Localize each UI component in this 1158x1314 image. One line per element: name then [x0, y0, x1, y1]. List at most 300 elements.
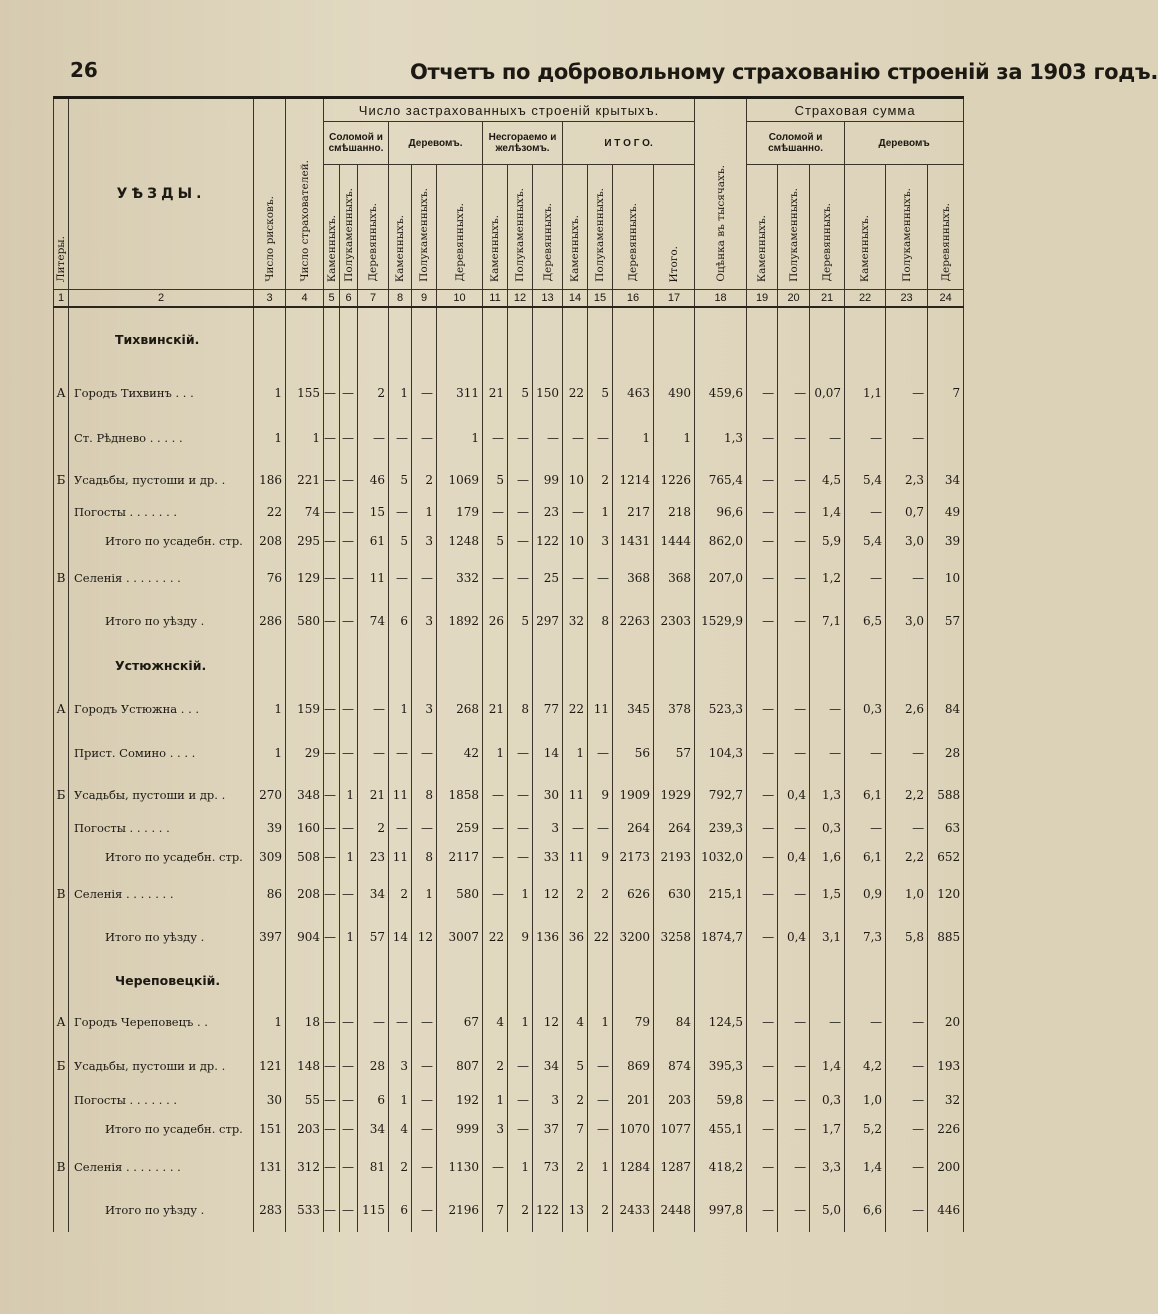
data-cell: —: [483, 558, 508, 598]
data-cell: [324, 960, 340, 1000]
data-cell: 1858: [437, 774, 483, 816]
data-cell: —: [747, 914, 778, 960]
data-cell: 1: [254, 686, 286, 732]
data-cell: —: [389, 1000, 412, 1044]
data-cell: [654, 644, 695, 686]
data-cell: —: [324, 370, 340, 416]
column-number: 24: [928, 290, 964, 308]
data-cell: [845, 960, 886, 1000]
data-cell: 6,1: [845, 840, 886, 874]
data-cell: 807: [437, 1044, 483, 1088]
litera-cell: Б: [54, 1044, 69, 1088]
header-ocenka: Оцѣнка въ тысячахъ.: [695, 98, 747, 290]
data-cell: 4: [389, 1112, 412, 1146]
data-cell: —: [747, 686, 778, 732]
data-cell: 99: [533, 460, 563, 500]
data-cell: [508, 960, 533, 1000]
data-cell: —: [778, 558, 810, 598]
data-cell: 459,6: [695, 370, 747, 416]
litera-cell: В: [54, 874, 69, 914]
data-cell: —: [747, 1188, 778, 1232]
data-cell: 10: [563, 524, 588, 558]
data-cell: 1032,0: [695, 840, 747, 874]
data-cell: 208: [254, 524, 286, 558]
data-cell: 1: [254, 732, 286, 774]
column-number: 9: [412, 290, 437, 308]
data-cell: [928, 960, 964, 1000]
column-number: 1: [54, 290, 69, 308]
data-cell: 490: [654, 370, 695, 416]
data-cell: —: [324, 732, 340, 774]
data-cell: 1: [654, 416, 695, 460]
data-cell: 1214: [613, 460, 654, 500]
litera-cell: [54, 644, 69, 686]
data-cell: 1: [508, 1000, 533, 1044]
data-cell: 5: [508, 598, 533, 644]
insurance-table: [53, 96, 964, 1232]
data-cell: 1: [254, 370, 286, 416]
data-cell: 56: [613, 732, 654, 774]
data-cell: 1,4: [845, 1146, 886, 1188]
data-cell: —: [588, 558, 613, 598]
data-cell: 1070: [613, 1112, 654, 1146]
data-cell: —: [747, 874, 778, 914]
data-cell: [810, 307, 845, 370]
data-cell: [324, 307, 340, 370]
data-cell: [563, 644, 588, 686]
data-cell: 0,4: [778, 914, 810, 960]
data-cell: 3: [389, 1044, 412, 1088]
data-cell: 5,2: [845, 1112, 886, 1146]
data-cell: —: [324, 686, 340, 732]
data-cell: [483, 960, 508, 1000]
data-cell: 57: [928, 598, 964, 644]
column-numbers-row: [54, 290, 964, 308]
litera-cell: [54, 840, 69, 874]
header-polu-1: Полукаменныхъ.: [340, 165, 358, 290]
data-cell: 11: [588, 686, 613, 732]
data-cell: 283: [254, 1188, 286, 1232]
table-row: [54, 598, 964, 644]
data-cell: 5,4: [845, 460, 886, 500]
data-cell: —: [588, 816, 613, 840]
data-cell: —: [412, 1188, 437, 1232]
data-cell: —: [886, 370, 928, 416]
data-cell: —: [747, 416, 778, 460]
data-cell: 39: [254, 816, 286, 840]
table-row: [54, 558, 964, 598]
table-row: [54, 732, 964, 774]
data-cell: —: [340, 558, 358, 598]
data-cell: 20: [928, 1000, 964, 1044]
data-cell: —: [324, 816, 340, 840]
data-cell: 309: [254, 840, 286, 874]
litera-cell: А: [54, 1000, 69, 1044]
section-row: [54, 307, 964, 370]
data-cell: 2: [389, 1146, 412, 1188]
data-cell: 862,0: [695, 524, 747, 558]
row-name: Городъ Тихвинъ . . .: [69, 370, 254, 416]
data-cell: 2: [358, 370, 389, 416]
header-chislo-riskov: Число рисковъ.: [254, 98, 286, 290]
data-cell: 5,9: [810, 524, 845, 558]
data-cell: —: [483, 840, 508, 874]
data-cell: 73: [533, 1146, 563, 1188]
data-cell: [389, 644, 412, 686]
data-cell: 42: [437, 732, 483, 774]
data-cell: 3,0: [886, 524, 928, 558]
data-cell: —: [412, 1088, 437, 1112]
data-cell: —: [533, 416, 563, 460]
data-cell: 6,6: [845, 1188, 886, 1232]
data-cell: 0,3: [845, 686, 886, 732]
data-cell: 21: [483, 370, 508, 416]
data-cell: —: [747, 370, 778, 416]
header-polu-4: Полукаменныхъ.: [588, 165, 613, 290]
data-cell: —: [588, 732, 613, 774]
data-cell: 63: [928, 816, 964, 840]
data-cell: 5,4: [845, 524, 886, 558]
data-cell: —: [747, 732, 778, 774]
data-cell: —: [845, 816, 886, 840]
data-cell: —: [483, 1146, 508, 1188]
data-cell: 32: [563, 598, 588, 644]
header-der-3: Деревянныхъ.: [533, 165, 563, 290]
column-number: 7: [358, 290, 389, 308]
data-cell: 7: [563, 1112, 588, 1146]
data-cell: 7,1: [810, 598, 845, 644]
data-cell: 1,1: [845, 370, 886, 416]
data-cell: —: [778, 732, 810, 774]
data-cell: 6,5: [845, 598, 886, 644]
header-solomoi-summa: Соломой и смѣшанно.: [747, 122, 845, 165]
data-cell: —: [483, 500, 508, 524]
data-cell: 37: [533, 1112, 563, 1146]
data-cell: 5,8: [886, 914, 928, 960]
data-cell: 115: [358, 1188, 389, 1232]
table-row: [54, 1146, 964, 1188]
header-nesgoraemo: Несгораемо и желѣзомъ.: [483, 122, 563, 165]
litera-cell: [54, 732, 69, 774]
data-cell: 23: [533, 500, 563, 524]
data-cell: —: [389, 732, 412, 774]
data-cell: 1284: [613, 1146, 654, 1188]
data-cell: —: [886, 1044, 928, 1088]
data-cell: —: [340, 524, 358, 558]
table-body: [54, 307, 964, 1232]
data-cell: 1: [588, 1146, 613, 1188]
data-cell: 10: [563, 460, 588, 500]
data-cell: —: [563, 416, 588, 460]
data-cell: 8: [412, 774, 437, 816]
row-name: Итого по усадебн. стр.: [69, 1112, 254, 1146]
row-name: Итого по уѣзду .: [69, 1188, 254, 1232]
data-cell: 1: [254, 1000, 286, 1044]
data-cell: —: [412, 1146, 437, 1188]
data-cell: 397: [254, 914, 286, 960]
header-derevom: Деревомъ.: [389, 122, 483, 165]
data-cell: [412, 644, 437, 686]
section-row: [54, 644, 964, 686]
data-cell: 997,8: [695, 1188, 747, 1232]
data-cell: [533, 307, 563, 370]
data-cell: 21: [483, 686, 508, 732]
data-cell: 129: [286, 558, 324, 598]
data-cell: 215,1: [695, 874, 747, 914]
data-cell: 84: [928, 686, 964, 732]
data-cell: 79: [613, 1000, 654, 1044]
column-number: 12: [508, 290, 533, 308]
data-cell: 5: [389, 524, 412, 558]
data-cell: 1226: [654, 460, 695, 500]
data-cell: 61: [358, 524, 389, 558]
data-cell: —: [778, 1112, 810, 1146]
data-cell: 1: [389, 686, 412, 732]
data-cell: 1: [412, 500, 437, 524]
data-cell: —: [340, 370, 358, 416]
data-cell: 159: [286, 686, 324, 732]
data-cell: 2: [563, 1088, 588, 1112]
data-cell: 418,2: [695, 1146, 747, 1188]
column-number: 17: [654, 290, 695, 308]
data-cell: —: [340, 732, 358, 774]
table-row: [54, 460, 964, 500]
data-cell: 2: [588, 874, 613, 914]
litera-cell: [54, 416, 69, 460]
data-cell: [563, 307, 588, 370]
data-cell: [845, 644, 886, 686]
data-cell: —: [358, 686, 389, 732]
data-cell: 1874,7: [695, 914, 747, 960]
litera-cell: [54, 1112, 69, 1146]
data-cell: 1: [412, 874, 437, 914]
row-name: Селенія . . . . . . . .: [69, 558, 254, 598]
data-cell: —: [483, 816, 508, 840]
data-cell: 1248: [437, 524, 483, 558]
data-cell: —: [778, 1044, 810, 1088]
row-name: Усадьбы, пустоши и др. .: [69, 460, 254, 500]
data-cell: 1: [483, 1088, 508, 1112]
data-cell: —: [747, 500, 778, 524]
data-cell: —: [508, 416, 533, 460]
data-cell: —: [358, 416, 389, 460]
data-cell: —: [324, 1146, 340, 1188]
row-name: Усадьбы, пустоши и др. .: [69, 774, 254, 816]
data-cell: [340, 960, 358, 1000]
header-polu-3: Полукаменныхъ.: [508, 165, 533, 290]
litera-cell: [54, 500, 69, 524]
data-cell: 6: [389, 1188, 412, 1232]
header-itogo-col: Итого.: [654, 165, 695, 290]
data-cell: —: [483, 874, 508, 914]
data-cell: 7: [483, 1188, 508, 1232]
row-name: Усадьбы, пустоши и др. .: [69, 1044, 254, 1088]
data-cell: —: [412, 558, 437, 598]
table-row: [54, 524, 964, 558]
data-cell: [508, 644, 533, 686]
data-cell: 13: [563, 1188, 588, 1232]
data-cell: —: [389, 416, 412, 460]
data-cell: 8: [412, 840, 437, 874]
column-number: 8: [389, 290, 412, 308]
data-cell: 3: [533, 1088, 563, 1112]
data-cell: 1: [563, 732, 588, 774]
data-cell: [695, 307, 747, 370]
data-cell: 1,4: [810, 500, 845, 524]
data-cell: [695, 960, 747, 1000]
data-cell: 3,0: [886, 598, 928, 644]
data-cell: —: [845, 1000, 886, 1044]
data-cell: 5: [588, 370, 613, 416]
litera-cell: [54, 914, 69, 960]
column-number: 2: [69, 290, 254, 308]
data-cell: [358, 644, 389, 686]
litera-cell: [54, 816, 69, 840]
data-cell: 2196: [437, 1188, 483, 1232]
data-cell: —: [747, 558, 778, 598]
data-cell: —: [324, 874, 340, 914]
data-cell: 2,6: [886, 686, 928, 732]
data-cell: 193: [928, 1044, 964, 1088]
data-cell: 218: [654, 500, 695, 524]
data-cell: —: [747, 598, 778, 644]
data-cell: [778, 644, 810, 686]
data-cell: 1909: [613, 774, 654, 816]
data-cell: 1130: [437, 1146, 483, 1188]
data-cell: [747, 307, 778, 370]
litera-cell: А: [54, 370, 69, 416]
data-cell: 2: [588, 1188, 613, 1232]
data-cell: [810, 644, 845, 686]
data-cell: [928, 307, 964, 370]
data-cell: 1,7: [810, 1112, 845, 1146]
data-cell: 2448: [654, 1188, 695, 1232]
header-uezdy: УѢЗДЫ.: [69, 98, 254, 290]
data-cell: 11: [389, 840, 412, 874]
data-cell: —: [324, 1044, 340, 1088]
data-cell: 1431: [613, 524, 654, 558]
data-cell: 104,3: [695, 732, 747, 774]
data-cell: 22: [483, 914, 508, 960]
data-cell: [886, 644, 928, 686]
column-number: 22: [845, 290, 886, 308]
data-cell: 221: [286, 460, 324, 500]
data-cell: —: [389, 816, 412, 840]
data-cell: [483, 307, 508, 370]
table-row: [54, 1000, 964, 1044]
header-solomoi: Соломой и смѣшанно.: [324, 122, 389, 165]
data-cell: 67: [437, 1000, 483, 1044]
data-cell: —: [778, 1000, 810, 1044]
data-cell: 765,4: [695, 460, 747, 500]
row-name: Итого по уѣзду .: [69, 914, 254, 960]
data-cell: 286: [254, 598, 286, 644]
data-cell: —: [778, 370, 810, 416]
data-cell: 1: [508, 874, 533, 914]
data-cell: 1,2: [810, 558, 845, 598]
data-cell: —: [324, 460, 340, 500]
data-cell: —: [340, 1112, 358, 1146]
data-cell: 0,3: [810, 1088, 845, 1112]
data-cell: —: [747, 1146, 778, 1188]
data-cell: —: [389, 500, 412, 524]
data-cell: 2,2: [886, 840, 928, 874]
data-cell: 1529,9: [695, 598, 747, 644]
data-cell: [437, 644, 483, 686]
data-cell: 1: [613, 416, 654, 460]
data-cell: 312: [286, 1146, 324, 1188]
data-cell: —: [340, 816, 358, 840]
data-cell: 30: [254, 1088, 286, 1112]
data-cell: 5,0: [810, 1188, 845, 1232]
data-cell: —: [324, 558, 340, 598]
column-number: 10: [437, 290, 483, 308]
data-cell: 2: [389, 874, 412, 914]
row-name: Итого по усадебн. стр.: [69, 840, 254, 874]
data-cell: [340, 644, 358, 686]
data-cell: 34: [928, 460, 964, 500]
data-cell: 26: [483, 598, 508, 644]
data-cell: 28: [358, 1044, 389, 1088]
data-cell: [778, 960, 810, 1000]
data-cell: 22: [563, 686, 588, 732]
data-cell: 7,3: [845, 914, 886, 960]
data-cell: 0,4: [778, 840, 810, 874]
data-cell: 885: [928, 914, 964, 960]
data-cell: —: [747, 816, 778, 840]
data-cell: —: [810, 416, 845, 460]
data-cell: —: [340, 1188, 358, 1232]
data-cell: 1,3: [810, 774, 845, 816]
data-cell: 18: [286, 1000, 324, 1044]
data-cell: —: [340, 1088, 358, 1112]
data-cell: [613, 644, 654, 686]
litera-cell: [54, 1188, 69, 1232]
data-cell: [613, 307, 654, 370]
data-cell: 580: [286, 598, 324, 644]
data-cell: 297: [533, 598, 563, 644]
data-cell: —: [886, 1188, 928, 1232]
row-name: Городъ Устюжна . . .: [69, 686, 254, 732]
row-name: Селенія . . . . . . .: [69, 874, 254, 914]
table-row: [54, 416, 964, 460]
data-cell: 2193: [654, 840, 695, 874]
data-cell: 6: [389, 598, 412, 644]
data-cell: 1892: [437, 598, 483, 644]
data-cell: [358, 307, 389, 370]
data-cell: 270: [254, 774, 286, 816]
data-cell: —: [324, 416, 340, 460]
data-cell: —: [778, 500, 810, 524]
data-cell: 2: [563, 874, 588, 914]
table-row: [54, 500, 964, 524]
table-row: [54, 774, 964, 816]
data-cell: 3,3: [810, 1146, 845, 1188]
data-cell: 1929: [654, 774, 695, 816]
data-cell: 122: [533, 1188, 563, 1232]
data-cell: 3007: [437, 914, 483, 960]
data-cell: —: [412, 1044, 437, 1088]
data-cell: —: [324, 840, 340, 874]
data-cell: 160: [286, 816, 324, 840]
data-cell: 207,0: [695, 558, 747, 598]
data-cell: —: [588, 1088, 613, 1112]
data-cell: [533, 644, 563, 686]
data-cell: 84: [654, 1000, 695, 1044]
data-cell: —: [508, 774, 533, 816]
data-cell: 121: [254, 1044, 286, 1088]
column-number: 23: [886, 290, 928, 308]
